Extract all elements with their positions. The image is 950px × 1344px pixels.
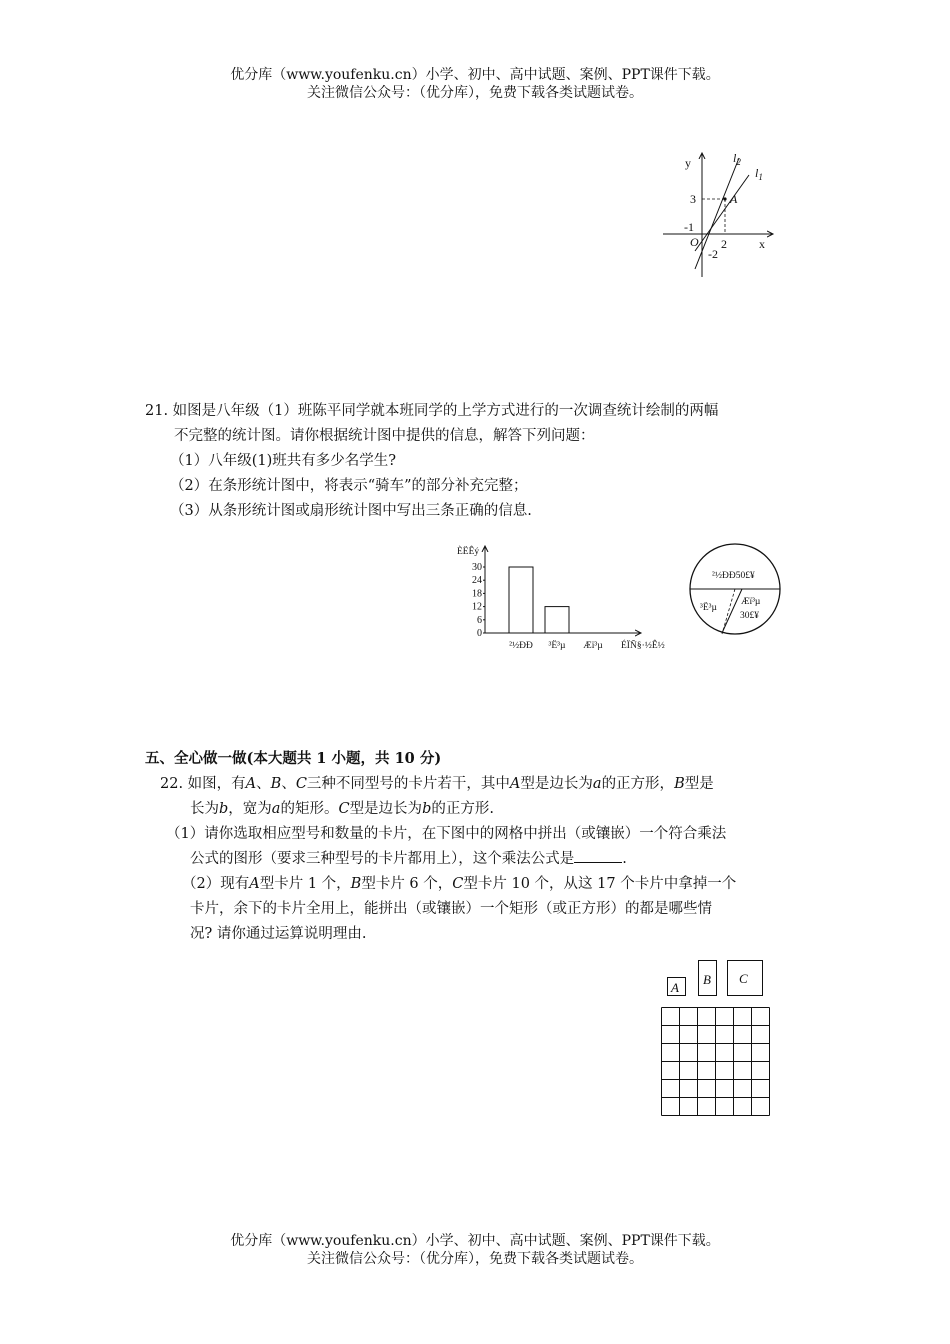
header-line-1: 优分库（www.youfenku.cn）小学、初中、高中试题、案例、PPT课件下载。 — [230, 67, 720, 83]
bar-y-tick: 0 — [477, 628, 482, 639]
bar-category-label: ²½ÐÐ — [509, 641, 533, 651]
bar — [545, 607, 569, 633]
l2-label: $l_2$ — [733, 151, 741, 167]
point-a-label: A — [730, 192, 738, 206]
q21-line-1: 21. 如图是八年级（1）班陈平同学就本班同学的上学方式进行的一次调查统计绘制的两幅 — [145, 403, 719, 419]
q21-sub-2: （2）在条形统计图中，将表示“骑车”的部分补充完整； — [170, 478, 528, 494]
bar-y-tick: 6 — [477, 614, 482, 626]
q22-part-1-line-2: 公式的图形（要求三种型号的卡片都用上），这个乘法公式是 . — [190, 847, 627, 872]
card-b-label: B — [703, 972, 711, 987]
q22-part-2-line-2: 卡片，余下的卡片全用上，能拼出（或镶嵌）一个矩形（或正方形）的都是哪些情 — [190, 901, 712, 917]
card-c-label: C — [739, 971, 748, 986]
tick-2: 2 — [721, 237, 727, 251]
page-header — [0, 66, 950, 102]
pie-chart — [688, 540, 788, 640]
pie-walk-label: ²½ÐÐ50£¥ — [712, 571, 755, 581]
tick-neg1: -1 — [684, 220, 694, 234]
tick-3: 3 — [690, 192, 696, 206]
q22-line-2: 长为b，宽为a的矩形。C型是边长为b的正方形. — [190, 801, 494, 817]
bar-y-tick: 18 — [472, 588, 482, 600]
bar-x-label: ÉÏÑ§·½Ê½ — [621, 641, 665, 651]
header-line-2: 关注微信公众号：（优分库），免费下载各类试题试卷。 — [307, 85, 643, 101]
bar-y-tick: 12 — [472, 601, 482, 613]
page-footer — [0, 1232, 950, 1268]
pie-bus-label: ³Ë³µ — [700, 603, 717, 613]
tiling-grid — [662, 1008, 770, 1116]
q21-sub-1: （1）八年级(1)班共有多少名学生? — [170, 453, 397, 469]
pie-bike-percent: 30£¥ — [740, 611, 759, 621]
bar-chart — [445, 540, 685, 660]
footer-line-2: 关注微信公众号：（优分库），免费下载各类试题试卷。 — [307, 1251, 643, 1267]
q22-part-1-line-1: （1）请你选取相应型号和数量的卡片，在下图中的网格中拼出（或镶嵌）一个符合乘法 — [166, 826, 727, 842]
y-axis-label: y — [685, 156, 691, 170]
pie-bike-label: Æï³µ — [741, 597, 761, 607]
bar-y-label: ÈËÊý — [457, 547, 480, 557]
q21-sub-3: （3）从条形统计图或扇形统计图中写出三条正确的信息. — [170, 503, 532, 519]
card-a-label: A — [671, 980, 679, 995]
tick-neg2: -2 — [708, 247, 718, 261]
bar-category-label: Æï³µ — [583, 641, 603, 651]
answer-blank[interactable] — [574, 848, 622, 863]
q22-part-2-line-3: 况? 请你通过运算说明理由. — [190, 926, 367, 942]
point-a-dot — [723, 197, 726, 200]
bar — [509, 567, 533, 633]
bar-y-tick: 30 — [472, 562, 482, 573]
footer-line-1: 优分库（www.youfenku.cn）小学、初中、高中试题、案例、PPT课件下载。 — [230, 1233, 720, 1249]
q21-line-2: 不完整的统计图。请你根据统计图中提供的信息，解答下列问题： — [174, 428, 595, 444]
q22-part-2-line-1: （2）现有A型卡片 1 个，B型卡片 6 个，C型卡片 10 个，从这 17 个卡片中拿掉一个 — [182, 876, 737, 892]
bar-y-tick: 24 — [472, 575, 482, 587]
origin-label: O — [690, 235, 699, 249]
pie-divider-solid — [722, 589, 742, 633]
cards-and-grid — [655, 955, 780, 1120]
l1-label: $l_1$ — [755, 166, 763, 182]
bar-category-label: ³Ë³µ — [548, 641, 566, 651]
pie-divider-dashed — [722, 589, 735, 634]
q22-line-1: 22. 如图，有A、B、C三种不同型号的卡片若干，其中A型是边长为a的正方形，B型是 — [160, 776, 714, 792]
linear-graph — [655, 145, 785, 285]
x-axis-label: x — [759, 237, 765, 251]
section-5-title: 五、全心做一做(本大题共 1 小题，共 10 分) — [145, 750, 442, 767]
